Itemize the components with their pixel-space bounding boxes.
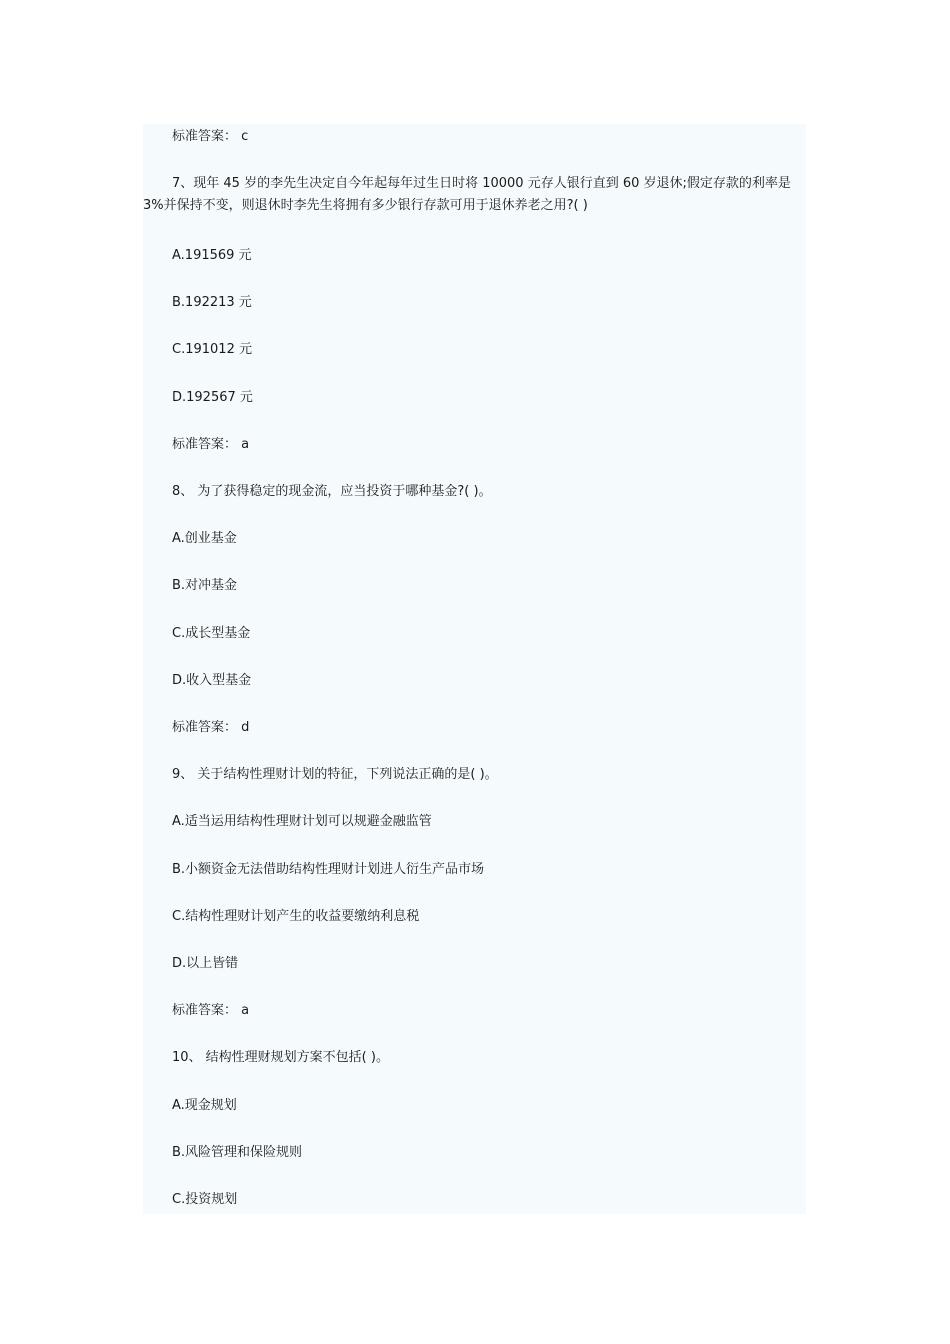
answer-q6: 标准答案： c [172,129,249,144]
option-q7-b: B.192213 元 [172,295,252,310]
option-q7-d: D.192567 元 [172,390,253,405]
option-q8-c: C.成长型基金 [172,626,251,641]
option-q9-a: A.适当运用结构性理财计划可以规避金融监管 [172,814,432,829]
option-q10-c: C.投资规划 [172,1192,238,1207]
option-q8-d: D.收入型基金 [172,673,252,688]
option-q7-a: A.191569 元 [172,248,252,263]
option-q9-c: C.结构性理财计划产生的收益要缴纳利息税 [172,909,420,924]
option-q8-b: B.对冲基金 [172,578,238,593]
question-9: 9、 关于结构性理财计划的特征，下列说法正确的是( )。 [172,767,498,782]
question-7: 7、现年 45 岁的李先生决定自今年起每年过生日时将 10000 元存人银行直到 60 岁退休;假定存款的利率是 3%并保持不变，则退休时李先生将拥有多少银行存款可用于退休养老之用?( ) [143,176,791,213]
option-q8-a: A.创业基金 [172,531,237,546]
option-q9-d: D.以上皆错 [172,956,239,971]
question-10: 10、 结构性理财规划方案不包括( )。 [172,1050,389,1065]
answer-q8: 标准答案： d [172,720,250,735]
answer-q7: 标准答案： a [172,437,250,452]
option-q10-b: B.风险管理和保险规则 [172,1145,303,1160]
question-8: 8、 为了获得稳定的现金流，应当投资于哪种基金?( )。 [172,484,492,499]
option-q7-c: C.191012 元 [172,342,252,357]
option-q9-b: B.小额资金无法借助结构性理财计划进人衍生产品市场 [172,862,485,877]
option-q10-a: A.现金规划 [172,1098,237,1113]
answer-q9: 标准答案： a [172,1003,250,1018]
